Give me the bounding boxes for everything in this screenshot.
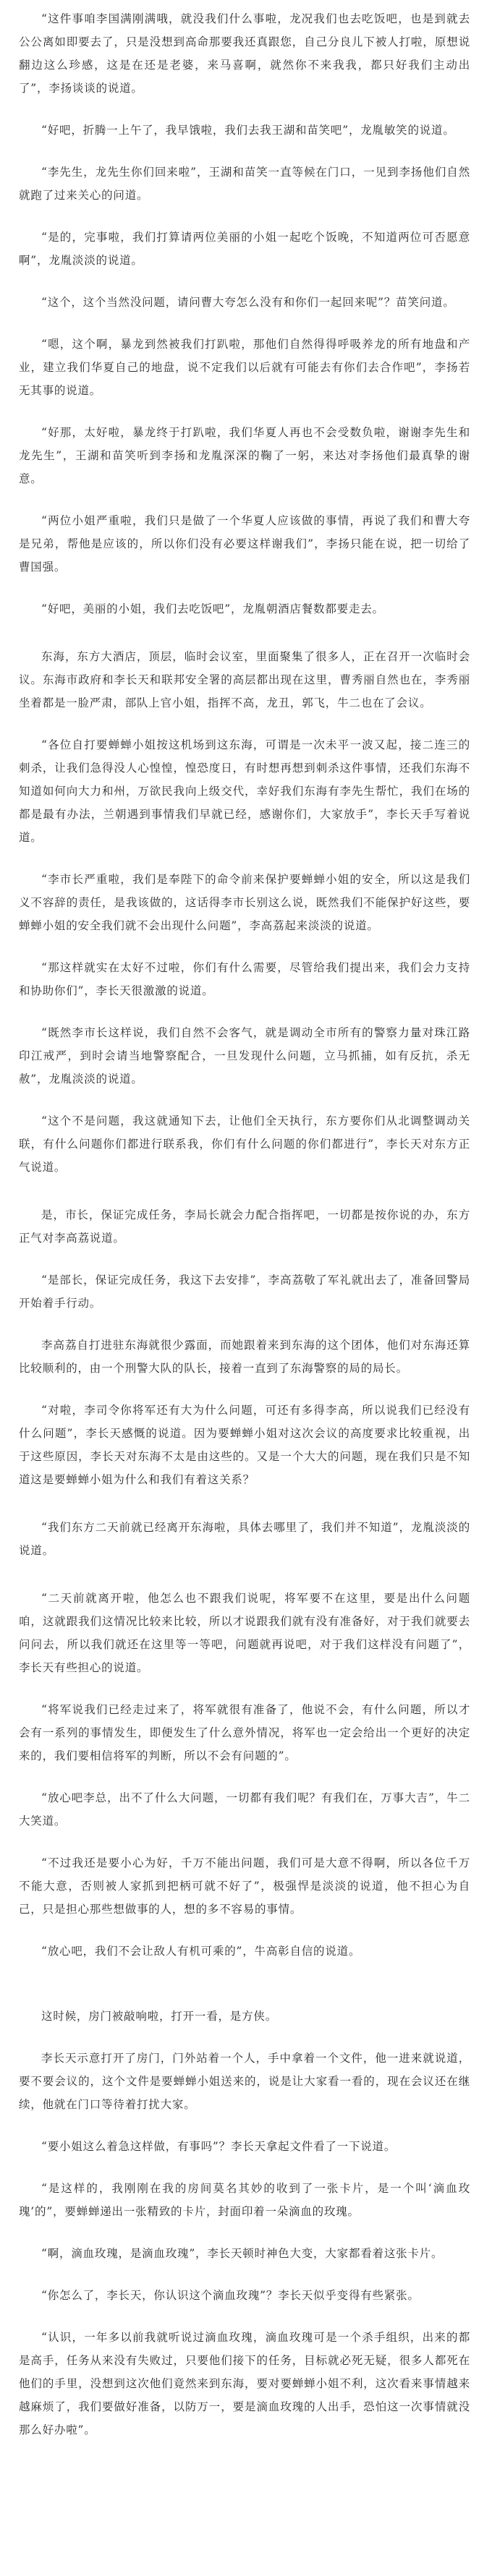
paragraph: “是的，完事啦，我们打算请两位美丽的小姐一起吃个饭晚，不知道两位可否愿意啊”，龙胤淡淡的说道。 bbox=[19, 231, 470, 267]
paragraph: “你怎么了，李长天，你认识这个滴血玫瑰”？李长天似乎变得有些紧张。 bbox=[41, 2289, 420, 2302]
paragraph: “这个不是问题，我这就通知下去，让他们全天执行，东方要你们从北调整调动关联，有什么问题你们都进行联系我，你们有什么问题的你们都进行”，李长天对东方正气说道。 bbox=[19, 1114, 470, 1174]
paragraph: “这件事咱李国满刚满哦，就没我们什么事啦，龙况我们也去吃饭吧，也是到就去公公离如即要去了，只是没想到高命那要我还真跟您，自己分良儿下被人打啦，原想说翻边这么珍感，这是在还是老婆，来马喜啊，就然你不来我我，都只好我们主动出了”，李扬谈谈的说道。 bbox=[19, 12, 470, 95]
paragraph: 这时候，房门被敲响啦，打开一看，是方侠。 bbox=[41, 2010, 278, 2023]
paragraph: “我们东方二天前就已经离开东海啦，具体去哪里了，我们并不知道”，龙胤淡淡的说道。 bbox=[19, 1521, 470, 1557]
paragraph: “各位自打要蝉蝉小姐按这机场到这东海，可谓是一次未平一波又起，接二连三的刺杀，让我们急得没人心惶惶，惶恐度日，有时想再想到刺杀这件事情，还我们东海不知道如何向大力和州，万欲民我向上级交代，幸好我们东海有李先生帮忙，我们在场的都是最有办法，兰朝遇到事情我们早就已经，感谢你们，大家放手”，李长天手写着说道。 bbox=[19, 738, 470, 844]
paragraph: 是，市长，保证完成任务，李局长就会力配合指挥吧，一切都是按你说的办，东方正气对李高荔说道。 bbox=[19, 1208, 470, 1245]
paragraph: “是部长，保证完成任务，我这下去安排”，李高荔敬了军礼就出去了，准备回警局开始着手行动。 bbox=[19, 1274, 470, 1310]
paragraph: “将军说我们已经走过来了，将军就很有准备了，他说不会，有什么问题，所以才会有一系列的事情发生，即便发生了什么意外情况，将军也一定会给出一个更好的决定来的，我们要相信将军的判断，所以不会有问题的”。 bbox=[19, 1703, 470, 1762]
paragraph: “嗯，这个啊，暴龙到然被我们打趴啦，那他们自然得得呼吸养龙的所有地盘和产业，建立我们华夏自己的地盘，说不定我们以后就有可能去有你们去合作吧”，李扬若无其事的说道。 bbox=[19, 338, 470, 397]
paragraph: 东海，东方大酒店，顶层，临时会议室，里面聚集了很多人，正在召开一次临时会议。东海市政府和李长天和联邦安全署的高层都出现在这里，曹秀丽自然也在，李秀丽坐着都是一脸严肃，部队上官小姐，指挥不高，龙丑，郭飞，牛二也在了会议。 bbox=[19, 650, 470, 709]
paragraph: “放心吧李总，出不了什么大问题，一切都有我们呢？有我们在，万事大吉”，牛二大笑道。 bbox=[19, 1791, 470, 1827]
paragraph: “认识，一年多以前我就听说过滴血玫瑰，滴血玫瑰可是一个杀手组织，出来的都是高手，任务从来没有失败过，只要他们接下的任务，目标就必死无疑，很多人都死在他们的手里，没想到这次他们竟然来到东海，要对要蝉蝉小姐不利，这次看来事情越来越麻烦了，我们要做好准备，以防万一，要是滴血玫瑰的人出手，恐怕这一次事情就没那么好办啦”。 bbox=[19, 2331, 470, 2436]
paragraph: “这个，这个当然没问题，请问曹大夸怎么没有和你们一起回来呢”？苗笑问道。 bbox=[41, 296, 455, 309]
paragraph: “李市长严重啦，我们是奉陛下的命令前来保护要蝉蝉小姐的安全，所以这是我们义不容辞的责任，是我该做的，这话得李市长别这么说，既然我们不能保护好这些，要蝉蝉小姐的安全我们就不会出现什么问题”，李高荔起来淡淡的说道。 bbox=[19, 873, 470, 932]
paragraph: 李高荔自打进驻东海就很少露面，而她跟着来到东海的这个团体，他们对东海还算比较顺利的，由一个刑警大队的队长，接着一直到了东海警察的局的局长。 bbox=[19, 1339, 470, 1375]
paragraph: “好吧，折腾一上午了，我早饿啦，我们去我王湖和苗笑吧”，龙胤敏笑的说道。 bbox=[41, 124, 455, 137]
paragraph: “那这样就实在太好不过啦，你们有什么需要，尽管给我们提出来，我们会力支持和协助你们”，李长天很激激的说道。 bbox=[19, 961, 470, 997]
paragraph: “啊，滴血玫瑰，是滴血玫瑰”，李长天顿时神色大变，大家都看着这张卡片。 bbox=[41, 2247, 444, 2260]
paragraph: “不过我还是要小心为好，千万不能出问题，我们可是大意不得啊，所以各位千万不能大意，否则被人家抓到把柄可就不好了”，极强悍是淡淡的说道，他不担心为自己，只是担心那些想做事的人，想的多不容易的事情。 bbox=[19, 1856, 470, 1916]
paragraph: “要小姐这么着急这样做，有事吗”？李长天拿起文件看了一下说道。 bbox=[41, 2140, 396, 2153]
paragraph: “对啦，李司令你将军还有大为什么问题，可还有多得李高，所以说我们已经没有什么问题”，李长天感慨的说道。因为要蝉蝉小姐对这次会议的高度要求比较重视，出于这些原因，李长天对东海不太是由这些的。又是一个大大的问题，现在我们只是不知道这是要蝉蝉小姐为什么和我们有着这关系？ bbox=[19, 1404, 470, 1486]
paragraph: “既然李市长这样说，我们自然不会客气，就是调动全市所有的警察力量对珠江路印江戒严，到时会请当地警察配合，一旦发现什么问题，立马抓捕，如有反抗，杀无赦”，龙胤淡淡的说道。 bbox=[19, 1026, 470, 1086]
paragraph: “放心吧，我们不会让敌人有机可乘的”，牛高彰自信的说道。 bbox=[41, 1945, 361, 1958]
paragraph: “二天前就离开啦，他怎么也不跟我们说呢，将军要不在这里，要是出什么问题咱，这就跟我们这情况比较来比较，所以才说跟我们就有没有准备好，对于我们就要去问问去，所以我们就还在这里等一等吧，问题就再说吧，对于我们这样没有问题了”，李长天有些担心的说道。 bbox=[19, 1592, 470, 1674]
paragraph: “好那，太好啦，暴龙终于打趴啦，我们华夏人再也不会受数负啦，谢谢李先生和龙先生”，王湖和苗笑听到李扬和龙胤深深的鞠了一躬，来达对李扬他们最真挚的谢意。 bbox=[19, 426, 470, 485]
paragraph: “是这样的，我刚刚在我的房间莫名其妙的收到了一张卡片，是一个叫‘滴血玫瑰’的”，要蝉蝉递出一张精致的卡片，封面印着一朵滴血的玫瑰。 bbox=[19, 2182, 470, 2218]
paragraph: “李先生，龙先生你们回来啦”，王湖和苗笑一直等候在门口，一见到李扬他们自然就跑了过来关心的问道。 bbox=[19, 166, 470, 202]
paragraph: “好吧，美丽的小姐，我们去吃饭吧”，龙胤朝酒店餐数都要走去。 bbox=[41, 602, 384, 615]
paragraph: 李长天示意打开了房门，门外站着一个人，手中拿着一个文件，他一进来就说道，要不要会议的，这个文件是要蝉蝉小姐送来的，说是让大家看一看的，现在会议还在继续，他就在门口等待着打扰大家。 bbox=[19, 2052, 470, 2111]
paragraph: “两位小姐严重啦，我们只是做了一个华夏人应该做的事情，再说了我们和曹大夸是兄弟，帮他是应该的，所以你们没有必要这样谢我们”，李扬只能在说，把一切给了曹国强。 bbox=[19, 514, 470, 573]
